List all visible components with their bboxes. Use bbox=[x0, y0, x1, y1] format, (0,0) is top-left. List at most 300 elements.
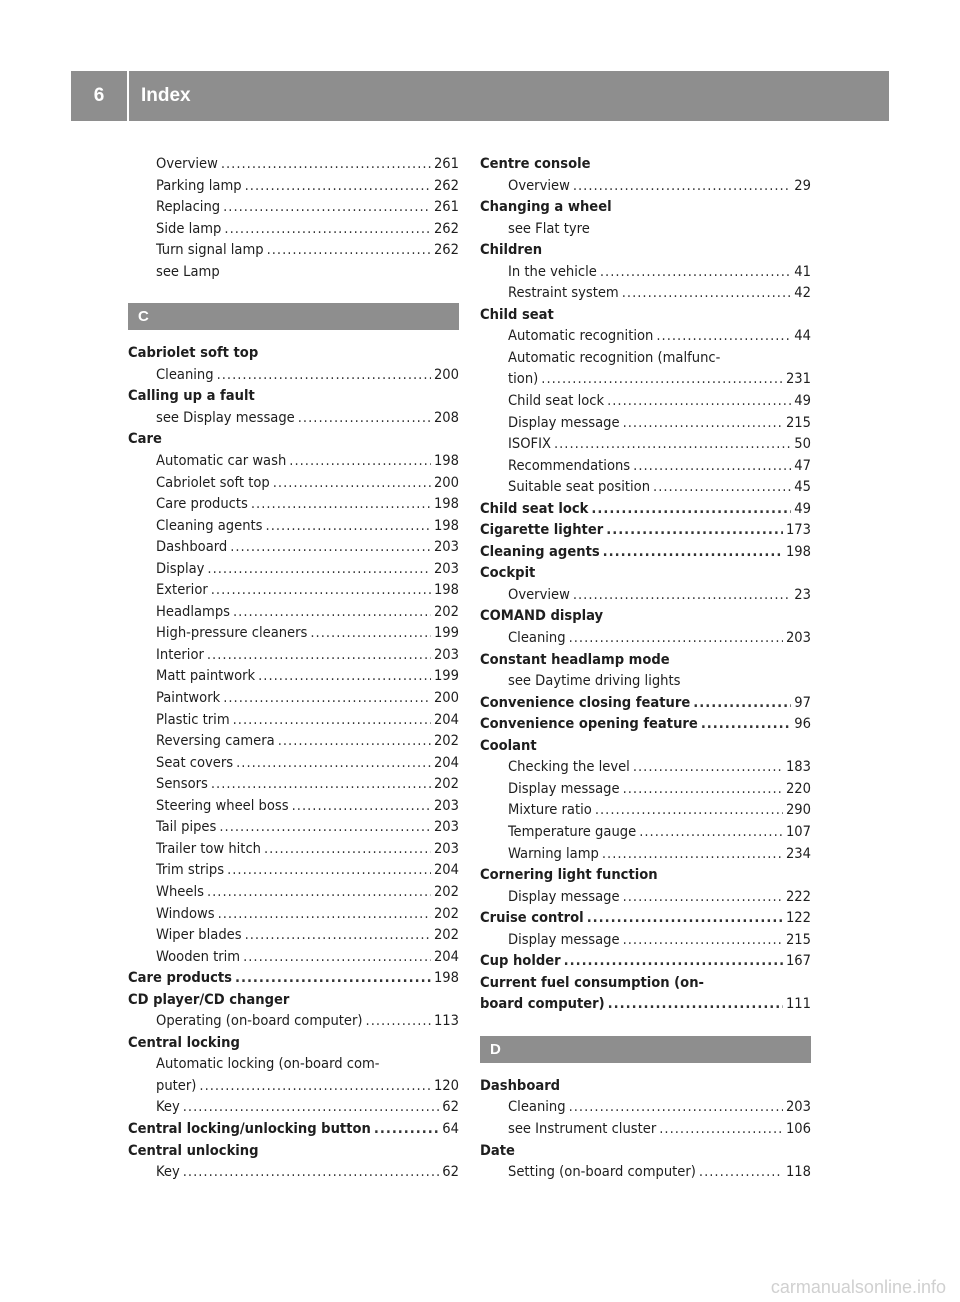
dot-leader bbox=[278, 730, 431, 752]
entry-label: Care products bbox=[128, 969, 232, 987]
entry-label: Replacing bbox=[156, 198, 221, 216]
entry-label: Dashboard bbox=[156, 538, 228, 556]
entry-label: Trim strips bbox=[156, 861, 225, 879]
page-reference[interactable]: 261 bbox=[433, 155, 459, 172]
index-heading bbox=[128, 1140, 459, 1162]
page-reference[interactable]: 113 bbox=[433, 1012, 459, 1030]
page-reference[interactable]: 202 bbox=[433, 602, 459, 620]
entry-label: Temperature gauge bbox=[508, 822, 637, 840]
entry-label: Warning lamp bbox=[508, 844, 599, 862]
entry-label: Cruise control bbox=[480, 909, 584, 927]
entry-label: puter) bbox=[156, 1076, 197, 1094]
entry-label: ISOFIX bbox=[508, 435, 551, 453]
dot-leader bbox=[207, 644, 431, 666]
page-reference[interactable]: 203 bbox=[433, 559, 459, 577]
entry-label: Cleaning bbox=[156, 365, 214, 383]
index-heading bbox=[480, 153, 811, 175]
page-reference[interactable]: 167 bbox=[785, 952, 811, 970]
index-entry bbox=[128, 407, 459, 429]
dot-leader bbox=[310, 622, 431, 644]
entry-label: Recommendations bbox=[508, 456, 631, 474]
page-reference[interactable]: 200 bbox=[433, 365, 459, 383]
entry-label: Suitable seat position bbox=[508, 478, 651, 496]
index-heading bbox=[480, 649, 811, 671]
dot-leader bbox=[639, 821, 783, 843]
entry-label: Overview bbox=[508, 585, 570, 603]
index-entry bbox=[128, 579, 459, 601]
page-title: Index bbox=[141, 85, 191, 106]
dot-leader bbox=[258, 665, 431, 687]
dot-leader bbox=[245, 924, 431, 946]
index-heading bbox=[480, 519, 811, 541]
entry-label: Coolant bbox=[480, 736, 537, 754]
dot-leader bbox=[199, 1075, 431, 1097]
page-reference[interactable]: 41 bbox=[794, 262, 811, 280]
index-entry bbox=[480, 843, 811, 865]
entry-label: Convenience opening feature bbox=[480, 715, 698, 733]
index-heading bbox=[480, 498, 811, 520]
page-reference[interactable]: 202 bbox=[433, 775, 459, 793]
index-entry bbox=[128, 903, 459, 925]
entry-label: Paintwork bbox=[156, 689, 221, 707]
page-reference[interactable]: 200 bbox=[433, 473, 459, 491]
dot-leader bbox=[633, 756, 783, 778]
section-letter: D bbox=[480, 1036, 811, 1063]
entry-label: Cornering light function bbox=[480, 866, 658, 884]
entry-label: Steering wheel boss bbox=[156, 796, 289, 814]
entry-label: Cup holder bbox=[480, 952, 561, 970]
index-entry bbox=[128, 1075, 459, 1097]
entry-label: Wooden trim bbox=[156, 947, 241, 965]
entry-label: see Daytime driving lights bbox=[508, 672, 681, 690]
index-heading bbox=[480, 541, 811, 563]
dot-leader bbox=[623, 929, 783, 951]
page-reference[interactable]: 203 bbox=[433, 645, 459, 663]
page-reference[interactable]: 198 bbox=[433, 495, 459, 513]
page-reference[interactable]: 208 bbox=[433, 408, 459, 426]
entry-label: Display message bbox=[508, 779, 620, 797]
entry-label: Display message bbox=[508, 930, 620, 948]
dot-leader bbox=[602, 843, 783, 865]
page-reference[interactable]: 106 bbox=[785, 1119, 811, 1137]
index-entry bbox=[480, 476, 811, 498]
page-reference[interactable]: 120 bbox=[433, 1076, 459, 1094]
dot-leader bbox=[699, 1161, 783, 1183]
entry-label: Parking lamp bbox=[156, 176, 242, 194]
page-header bbox=[71, 71, 889, 121]
dot-leader bbox=[251, 493, 431, 515]
dot-leader bbox=[233, 709, 431, 731]
dot-leader bbox=[600, 261, 791, 283]
page-reference[interactable]: 262 bbox=[433, 176, 459, 194]
page-reference[interactable]: 262 bbox=[433, 219, 459, 237]
dot-leader bbox=[183, 1161, 440, 1183]
index-entry bbox=[480, 886, 811, 908]
entry-label: Care bbox=[128, 430, 162, 448]
entry-label: Automatic recognition bbox=[508, 327, 654, 345]
page-reference[interactable]: 198 bbox=[433, 452, 459, 470]
dot-leader bbox=[595, 799, 783, 821]
dot-leader bbox=[217, 364, 431, 386]
index-heading bbox=[480, 864, 811, 886]
entry-label: Care products bbox=[156, 495, 248, 513]
index-entry bbox=[128, 239, 459, 261]
dot-leader bbox=[224, 218, 431, 240]
dot-leader bbox=[591, 498, 791, 520]
index-heading bbox=[480, 692, 811, 714]
index-entry bbox=[128, 1161, 459, 1183]
entry-label: Checking the level bbox=[508, 758, 630, 776]
page-reference[interactable]: 107 bbox=[785, 822, 811, 840]
index-entry bbox=[128, 364, 459, 386]
index-heading bbox=[480, 562, 811, 584]
page-reference[interactable]: 202 bbox=[433, 926, 459, 944]
entry-label: Matt paintwork bbox=[156, 667, 256, 685]
page-reference[interactable]: 198 bbox=[433, 516, 459, 534]
page-reference[interactable]: 49 bbox=[794, 392, 811, 410]
page-reference[interactable]: 215 bbox=[785, 413, 811, 431]
index-entry bbox=[128, 730, 459, 752]
page-reference[interactable]: 203 bbox=[785, 629, 811, 647]
dot-leader bbox=[218, 903, 431, 925]
page-reference[interactable]: 96 bbox=[794, 715, 811, 733]
dot-leader bbox=[366, 1010, 431, 1032]
entry-label: Central locking/unlocking button bbox=[128, 1119, 371, 1137]
index-entry bbox=[480, 455, 811, 477]
index-entry bbox=[128, 946, 459, 968]
dot-leader bbox=[623, 886, 783, 908]
entry-label: Children bbox=[480, 241, 543, 259]
dot-leader bbox=[298, 407, 431, 429]
entry-label: Trailer tow hitch bbox=[156, 839, 261, 857]
index-entry bbox=[128, 601, 459, 623]
entry-label: board computer) bbox=[480, 995, 605, 1013]
page-reference[interactable]: 203 bbox=[433, 818, 459, 836]
page-reference[interactable]: 199 bbox=[433, 624, 459, 642]
page-reference[interactable]: 173 bbox=[785, 521, 811, 539]
index-entry bbox=[480, 584, 811, 606]
index-entry bbox=[480, 756, 811, 778]
dot-leader bbox=[211, 579, 431, 601]
dot-leader bbox=[219, 816, 431, 838]
page-reference[interactable]: 111 bbox=[785, 995, 811, 1013]
index-entry bbox=[480, 282, 811, 304]
dot-leader bbox=[653, 476, 791, 498]
entry-label: Cockpit bbox=[480, 564, 536, 582]
dot-leader bbox=[236, 752, 431, 774]
entry-label: Headlamps bbox=[156, 602, 231, 620]
index-heading bbox=[128, 1118, 459, 1140]
index-entry bbox=[128, 515, 459, 537]
page-reference[interactable]: 220 bbox=[785, 779, 811, 797]
dot-leader bbox=[607, 390, 791, 412]
dot-leader bbox=[587, 907, 783, 929]
dot-leader bbox=[603, 541, 783, 563]
page-reference[interactable]: 204 bbox=[433, 947, 459, 965]
page-reference[interactable]: 290 bbox=[785, 801, 811, 819]
entry-label: see Flat tyre bbox=[508, 219, 590, 237]
page-reference[interactable]: 234 bbox=[785, 844, 811, 862]
dot-leader bbox=[656, 325, 791, 347]
entry-label: Central unlocking bbox=[128, 1141, 259, 1159]
dot-leader bbox=[227, 859, 431, 881]
page-reference[interactable]: 222 bbox=[785, 887, 811, 905]
entry-label: see Lamp bbox=[156, 262, 220, 280]
index-entry bbox=[128, 493, 459, 515]
index-heading bbox=[480, 304, 811, 326]
entry-label: Mixture ratio bbox=[508, 801, 592, 819]
index-entry bbox=[480, 347, 811, 369]
page-reference[interactable]: 50 bbox=[794, 435, 811, 453]
dot-leader bbox=[564, 950, 783, 972]
dot-leader bbox=[245, 175, 431, 197]
entry-label: Cleaning bbox=[508, 1098, 566, 1116]
entry-label: Central locking bbox=[128, 1033, 240, 1051]
page-reference[interactable]: 202 bbox=[433, 732, 459, 750]
entry-label: Automatic recognition (malfunc- bbox=[508, 348, 721, 366]
entry-label: Turn signal lamp bbox=[156, 241, 264, 259]
dot-leader bbox=[573, 175, 791, 197]
page-reference[interactable]: 198 bbox=[433, 581, 459, 599]
entry-label: Wiper blades bbox=[156, 926, 242, 944]
index-heading bbox=[128, 989, 459, 1011]
page-reference[interactable]: 231 bbox=[785, 370, 811, 388]
section-letter: C bbox=[128, 303, 459, 330]
page-reference[interactable]: 45 bbox=[794, 478, 811, 496]
dot-leader bbox=[221, 153, 431, 175]
entry-label: Child seat lock bbox=[508, 392, 605, 410]
entry-label: Setting (on-board computer) bbox=[508, 1163, 696, 1181]
dot-leader bbox=[183, 1096, 440, 1118]
entry-label: Calling up a fault bbox=[128, 387, 255, 405]
index-entry bbox=[480, 1096, 811, 1118]
index-heading bbox=[128, 967, 459, 989]
entry-label: Reversing camera bbox=[156, 732, 275, 750]
page-reference[interactable]: 203 bbox=[433, 839, 459, 857]
index-entry bbox=[128, 175, 459, 197]
index-heading bbox=[128, 1032, 459, 1054]
entry-label: Cleaning bbox=[508, 629, 566, 647]
dot-leader bbox=[659, 1118, 783, 1140]
entry-label: Display message bbox=[508, 887, 620, 905]
dot-leader bbox=[273, 472, 431, 494]
index-entry bbox=[480, 1118, 811, 1140]
page-reference[interactable]: 203 bbox=[785, 1098, 811, 1116]
index-entry bbox=[480, 778, 811, 800]
page-reference[interactable]: 42 bbox=[794, 284, 811, 302]
index-entry bbox=[128, 558, 459, 580]
page-reference[interactable]: 29 bbox=[794, 176, 811, 194]
page-reference[interactable]: 262 bbox=[433, 241, 459, 259]
page-reference[interactable]: 204 bbox=[433, 710, 459, 728]
entry-label: Exterior bbox=[156, 581, 208, 599]
dot-leader bbox=[554, 433, 791, 455]
watermark: carmanualsonline.info bbox=[770, 1277, 946, 1297]
dot-leader bbox=[266, 515, 431, 537]
page-reference[interactable]: 202 bbox=[433, 904, 459, 922]
index-heading bbox=[480, 605, 811, 627]
page-reference[interactable]: 49 bbox=[794, 499, 811, 517]
entry-label: Convenience closing feature bbox=[480, 693, 691, 711]
dot-leader bbox=[233, 601, 431, 623]
entry-label: Current fuel consumption (on- bbox=[480, 973, 705, 991]
dot-leader bbox=[608, 993, 783, 1015]
entry-label: Side lamp bbox=[156, 219, 222, 237]
index-entry bbox=[128, 153, 459, 175]
index-entry bbox=[480, 261, 811, 283]
page-reference[interactable]: 202 bbox=[433, 882, 459, 900]
entry-label: Restraint system bbox=[508, 284, 619, 302]
index-entry bbox=[128, 644, 459, 666]
entry-label: see Instrument cluster bbox=[508, 1119, 657, 1137]
dot-leader bbox=[569, 1096, 783, 1118]
header-divider bbox=[127, 71, 129, 121]
dot-leader bbox=[267, 239, 431, 261]
entry-label: Display message bbox=[508, 413, 620, 431]
index-entry bbox=[480, 821, 811, 843]
page-reference[interactable]: 64 bbox=[442, 1119, 459, 1137]
index-heading bbox=[128, 428, 459, 450]
index-heading bbox=[480, 907, 811, 929]
entry-label: COMAND display bbox=[480, 607, 604, 625]
dot-leader bbox=[223, 196, 431, 218]
index-heading bbox=[480, 1075, 811, 1097]
index-entry bbox=[480, 390, 811, 412]
entry-label: CD player/CD changer bbox=[128, 990, 290, 1008]
index-entry bbox=[480, 799, 811, 821]
dot-leader bbox=[623, 412, 783, 434]
index-entry bbox=[480, 929, 811, 951]
dot-leader bbox=[633, 455, 791, 477]
entry-label: Date bbox=[480, 1141, 515, 1159]
entry-label: Constant headlamp mode bbox=[480, 650, 670, 668]
index-entry bbox=[128, 450, 459, 472]
index-entry bbox=[128, 881, 459, 903]
entry-label: Windows bbox=[156, 904, 215, 922]
page-reference[interactable]: 62 bbox=[442, 1163, 459, 1181]
index-column-left bbox=[128, 153, 459, 1183]
dot-leader bbox=[243, 946, 431, 968]
page-reference[interactable]: 198 bbox=[433, 969, 459, 987]
page-reference[interactable]: 183 bbox=[785, 758, 811, 776]
index-heading bbox=[480, 950, 811, 972]
index-entry bbox=[128, 622, 459, 644]
entry-label: Display bbox=[156, 559, 205, 577]
page-reference[interactable]: 44 bbox=[794, 327, 811, 345]
entry-label: Cleaning agents bbox=[156, 516, 263, 534]
index-entry bbox=[128, 196, 459, 218]
index-entry bbox=[128, 536, 459, 558]
dot-leader bbox=[264, 838, 431, 860]
dot-leader bbox=[211, 773, 431, 795]
entry-label: Child seat lock bbox=[480, 499, 589, 517]
dot-leader bbox=[230, 536, 431, 558]
entry-label: Changing a wheel bbox=[480, 198, 612, 216]
entry-label: Cigarette lighter bbox=[480, 521, 604, 539]
index-heading bbox=[480, 1140, 811, 1162]
entry-label: Key bbox=[156, 1098, 180, 1116]
entry-label: Plastic trim bbox=[156, 710, 230, 728]
dot-leader bbox=[573, 584, 791, 606]
entry-label: Cabriolet soft top bbox=[156, 473, 270, 491]
entry-label: tion) bbox=[508, 370, 539, 388]
page-reference[interactable]: 200 bbox=[433, 689, 459, 707]
dot-leader bbox=[235, 967, 431, 989]
page-reference[interactable]: 23 bbox=[794, 585, 811, 603]
entry-label: Overview bbox=[156, 155, 218, 172]
index-entry bbox=[128, 859, 459, 881]
index-heading bbox=[480, 993, 811, 1015]
index-entry bbox=[128, 687, 459, 709]
index-heading bbox=[480, 239, 811, 261]
dot-leader bbox=[207, 881, 431, 903]
index-entry bbox=[128, 773, 459, 795]
entry-label: Wheels bbox=[156, 882, 204, 900]
index-entry bbox=[480, 1161, 811, 1183]
page-reference[interactable]: 261 bbox=[433, 198, 459, 216]
index-entry bbox=[480, 218, 811, 240]
index-entry bbox=[128, 838, 459, 860]
page-reference[interactable]: 47 bbox=[794, 456, 811, 474]
dot-leader bbox=[622, 282, 792, 304]
index-heading bbox=[480, 196, 811, 218]
index-entry bbox=[128, 1010, 459, 1032]
page-reference[interactable]: 122 bbox=[785, 909, 811, 927]
index-heading bbox=[480, 972, 811, 994]
page-reference[interactable]: 62 bbox=[442, 1098, 459, 1116]
index-entry bbox=[128, 1096, 459, 1118]
page-number: 6 bbox=[93, 85, 105, 106]
index-entry bbox=[480, 325, 811, 347]
entry-label: Operating (on-board computer) bbox=[156, 1012, 363, 1030]
page-reference[interactable]: 203 bbox=[433, 796, 459, 814]
index-column-right bbox=[480, 153, 811, 1183]
index-entry bbox=[480, 412, 811, 434]
dot-leader bbox=[289, 450, 431, 472]
index-entry bbox=[128, 816, 459, 838]
entry-label: Interior bbox=[156, 645, 204, 663]
index-entry bbox=[128, 261, 459, 283]
page-reference[interactable]: 215 bbox=[785, 930, 811, 948]
page-reference[interactable]: 198 bbox=[785, 542, 811, 560]
entry-label: Overview bbox=[508, 176, 570, 194]
index-entry bbox=[480, 368, 811, 390]
page-reference[interactable]: 118 bbox=[785, 1163, 811, 1181]
page-reference[interactable]: 199 bbox=[433, 667, 459, 685]
index-entry bbox=[128, 795, 459, 817]
page-reference[interactable]: 97 bbox=[794, 693, 811, 711]
page-reference[interactable]: 204 bbox=[433, 861, 459, 879]
index-entry bbox=[480, 670, 811, 692]
page-reference[interactable]: 203 bbox=[433, 538, 459, 556]
page-reference[interactable]: 204 bbox=[433, 753, 459, 771]
entry-label: Dashboard bbox=[480, 1076, 561, 1094]
index-entry bbox=[128, 924, 459, 946]
entry-label: Automatic locking (on-board com- bbox=[156, 1055, 380, 1073]
dot-leader bbox=[606, 519, 783, 541]
dot-leader bbox=[701, 713, 791, 735]
entry-label: Automatic car wash bbox=[156, 452, 287, 470]
entry-label: Sensors bbox=[156, 775, 208, 793]
index-heading bbox=[480, 735, 811, 757]
index-entry bbox=[480, 175, 811, 197]
entry-label: Centre console bbox=[480, 155, 591, 172]
dot-leader bbox=[207, 558, 431, 580]
dot-leader bbox=[623, 778, 783, 800]
index-heading bbox=[480, 713, 811, 735]
index-heading bbox=[128, 385, 459, 407]
entry-label: Child seat bbox=[480, 305, 554, 323]
